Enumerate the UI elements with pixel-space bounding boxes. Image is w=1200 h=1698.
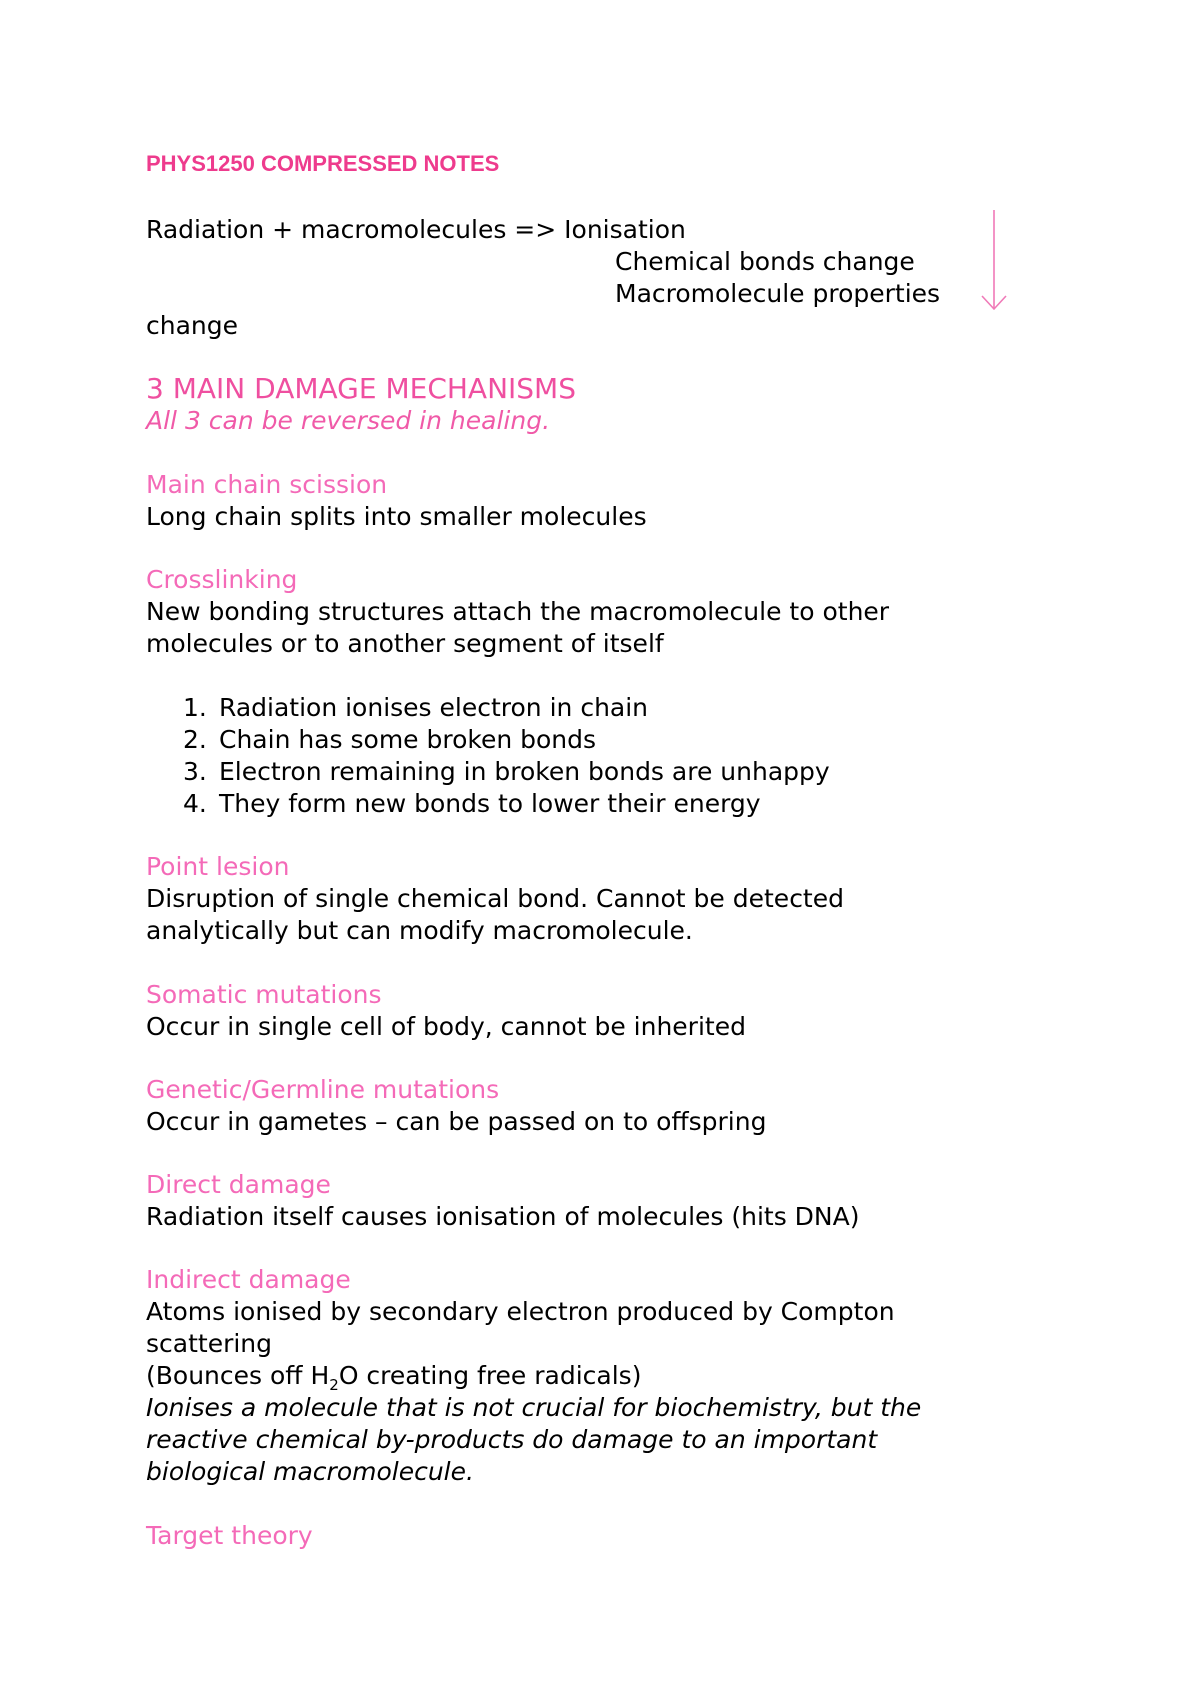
main-chain-text: Long chain splits into smaller molecules bbox=[146, 502, 647, 531]
intro-line-2: Chemical bonds change bbox=[615, 247, 915, 276]
indirect-text-2: scattering bbox=[146, 1329, 273, 1358]
point-lesion-text-1: Disruption of single chemical bond. Cannot be detected bbox=[146, 884, 844, 913]
indirect-italic-3: biological macromolecule. bbox=[146, 1457, 474, 1486]
main-chain-heading: Main chain scission bbox=[146, 470, 388, 499]
crosslinking-heading: Crosslinking bbox=[146, 565, 298, 594]
point-lesion-heading: Point lesion bbox=[146, 852, 290, 881]
genetic-text: Occur in gametes – can be passed on to offspring bbox=[146, 1107, 767, 1136]
indirect-italic-1: Ionises a molecule that is not crucial for biochemistry, but the bbox=[146, 1393, 922, 1422]
direct-heading: Direct damage bbox=[146, 1170, 331, 1199]
point-lesion-text-2: analytically but can modify macromolecule. bbox=[146, 916, 693, 945]
list-item: 2. Chain has some broken bonds bbox=[183, 725, 597, 754]
mechanisms-heading: 3 MAIN DAMAGE MECHANISMS bbox=[146, 372, 576, 405]
list-item: 1. Radiation ionises electron in chain bbox=[183, 693, 649, 722]
list-item: 3. Electron remaining in broken bonds are unhappy bbox=[183, 757, 830, 786]
down-arrow-icon bbox=[970, 208, 1010, 314]
document-title: PHYS1250 COMPRESSED NOTES bbox=[146, 151, 500, 176]
target-theory-heading: Target theory bbox=[146, 1521, 313, 1550]
genetic-heading: Genetic/Germline mutations bbox=[146, 1075, 500, 1104]
direct-text: Radiation itself causes ionisation of molecules (hits DNA) bbox=[146, 1202, 860, 1231]
indirect-text-3: (Bounces off $H_2O$ creating free radicals) bbox=[146, 1361, 642, 1394]
somatic-text: Occur in single cell of body, cannot be inherited bbox=[146, 1012, 746, 1041]
list-item: 4. They form new bonds to lower their energy bbox=[183, 789, 761, 818]
indirect-italic-2: reactive chemical by-products do damage to an important bbox=[146, 1425, 878, 1454]
indirect-heading: Indirect damage bbox=[146, 1265, 351, 1294]
intro-line-4: change bbox=[146, 311, 239, 340]
intro-line-1: Radiation + macromolecules => Ionisation bbox=[146, 215, 686, 244]
indirect-text-1: Atoms ionised by secondary electron produced by Compton bbox=[146, 1297, 895, 1326]
crosslinking-text-2: molecules or to another segment of itself bbox=[146, 629, 664, 658]
somatic-heading: Somatic mutations bbox=[146, 980, 382, 1009]
crosslinking-text-1: New bonding structures attach the macromolecule to other bbox=[146, 597, 890, 626]
mechanisms-subheading: All 3 can be reversed in healing. bbox=[146, 406, 551, 435]
intro-line-3: Macromolecule properties bbox=[615, 279, 941, 308]
